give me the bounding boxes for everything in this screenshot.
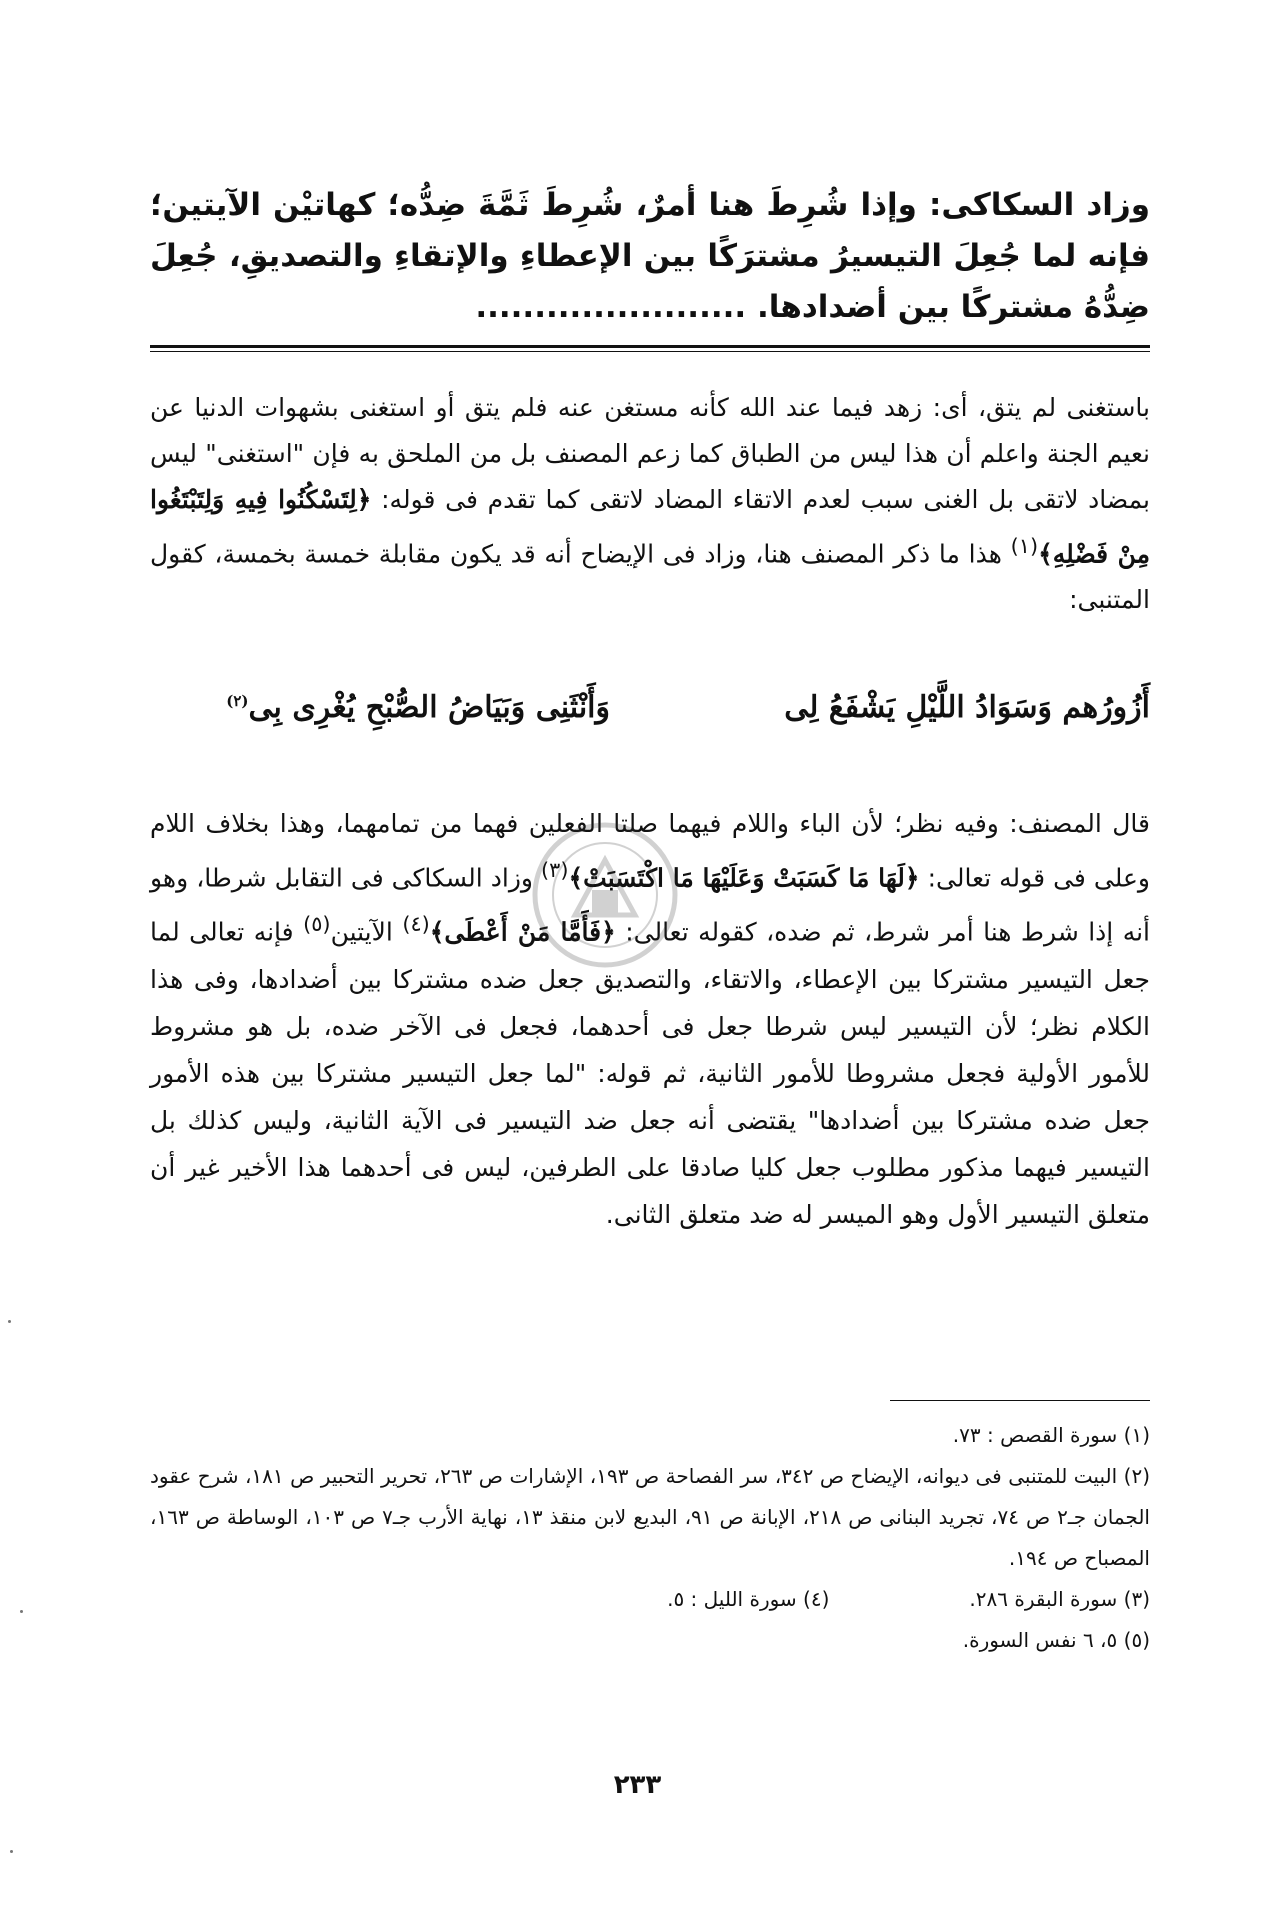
scan-speck <box>10 1850 13 1853</box>
matn-separator-thick <box>150 345 1150 348</box>
matn-paragraph: وزاد السكاكى: وإذا شُرِطَ هنا أمرٌ، شُرِطَ ثَمَّةَ ضِدُّه؛ كهاتيْن الآيتين؛ فإنه لما جُعِلَ التيسيرُ مشترَكًا بين الإعطاءِ والإتقاءِ والتصديقِ، جُعِلَ ضِدُّهُ مشتركًا بين أضدادها. ....................... <box>150 187 1150 325</box>
scan-speck <box>20 1610 23 1613</box>
page-number: ٢٣٣ <box>613 1770 662 1800</box>
commentary-text: هذا ما ذكر المصنف هنا، وزاد فى الإيضاح أنه قد يكون مقابلة خمسة بخمسة، كقول المتنبى: <box>150 539 1150 615</box>
verse-first-hemistich: أَزُورُهم وَسَوَادُ اللَّيْلِ يَشْفَعُ لِى <box>784 690 1150 725</box>
quran-quote: ﴿لِتَسْكُنُوا فِيهِ وَلِتَبْتَغُوا مِنْ فَضْلِهِ﴾ <box>150 485 1150 569</box>
footnote-5: (٥) ٥، ٦ نفس السورة. <box>962 1628 1150 1652</box>
quran-quote: ﴿لَهَا مَا كَسَبَتْ وَعَلَيْهَا مَا اكْتَسَبَتْ﴾ <box>568 863 920 893</box>
footnotes <box>150 1415 1150 1661</box>
commentary-text: باستغنى لم يتق، أى: زهد فيما عند الله كأنه مستغن عنه فلم يتق أو استغنى بشهوات الدنيا عن نعيم الجنة واعلم أن هذا ليس من الطباق كما زعم المصنف بل من الملحق به فإن "استغنى" ليس بمضاد لاتقى بل الغنى سبب لعدم الاتقاء المضاد لاتقى كما تقدم فى قوله: <box>150 393 1151 514</box>
commentary-text: فإنه تعالى لما جعل التيسير مشتركا بين الإعطاء، والاتقاء، والتصديق جعل ضده مشتركا بين أضدادها، وفى هذا الكلام نظر؛ لأن التيسير ليس شرطا جعل فى أحدهما، فجعل فى الآخر ضده، بل هو مشروط للأمور الأولية فجعل مشروطا للأمور الثانية، ثم قوله: "لما جعل التيسير مشتركا بين هذه الأمور جعل ضده مشتركا بين أضدادها" يقتضى أنه جعل ضد التيسير فى الآية الثانية، وليس كذلك بل التيسير فيهما مذكور مطلوب جعل كليا صادقا على الطرفين، ليس فى أحدهما هذا الأخير غير أن متعلق التيسير الأول وهو الميسر له ضد متعلق الثانى. <box>150 917 1150 1229</box>
verse-second-hemistich <box>226 690 610 725</box>
library-seal-watermark <box>520 810 690 980</box>
footnote-ref: (٥) <box>303 912 331 937</box>
commentary-text: قال المصنف: وفيه نظر؛ لأن الباء واللام فيهما صلتا الفعلين فهما من تمامهما، وهذا بخلاف اللام وعلى فى قوله تعالى: <box>150 809 1151 893</box>
footnote-ref: (١) <box>1010 534 1039 558</box>
footnote-row-3-4 <box>150 1579 1150 1620</box>
footnote-1: (١) سورة القصص : ٧٣. <box>952 1423 1150 1447</box>
footnote-ref: (٢) <box>226 692 249 710</box>
footnote-4: (٤) سورة الليل : ٥. <box>667 1587 830 1611</box>
matn-separator-thin <box>150 351 1150 352</box>
footnote-ref: (٣) <box>541 858 569 882</box>
verse-second-text: وَأَنْثَنِى وَبَيَاضُ الصُّبْحِ يُغْرِى بِى <box>248 690 610 725</box>
scan-speck <box>8 1320 11 1323</box>
commentary-section-1 <box>150 385 1150 623</box>
matn-text <box>150 180 1150 333</box>
quran-quote: ﴿فَأَمَّا مَنْ أَعْطَى﴾ <box>429 917 616 947</box>
commentary-text: وزاد السكاكى فى التقابل شرطا، وهو أنه إذا شرط هنا أمر شرط، ثم ضده، كقوله تعالى: <box>150 863 1151 947</box>
footnote-ref: (٤) <box>402 912 430 937</box>
poetry-verse <box>190 680 1150 750</box>
footnote-3: (٣) سورة البقرة ٢٨٦. <box>969 1587 1150 1611</box>
footnote-separator <box>890 1400 1150 1401</box>
footnote-2: (٢) البيت للمتنبى فى ديوانه، الإيضاح ص ٣٤٢، سر الفصاحة ص ١٩٣، الإشارات ص ٢٦٣، تحرير التحبير ص ١٨١، شرح عقود الجمان جـ٢ ص ٧٤، تجريد البنانى ص ٢١٨، الإبانة ص ٩١، البديع لابن منقذ ١٣، نهاية الأرب جـ٧ ص ١٠٣، الوساطة ص ١٦٣، المصباح ص ١٩٤. <box>150 1464 1150 1570</box>
commentary-text: الآيتين <box>330 917 393 947</box>
